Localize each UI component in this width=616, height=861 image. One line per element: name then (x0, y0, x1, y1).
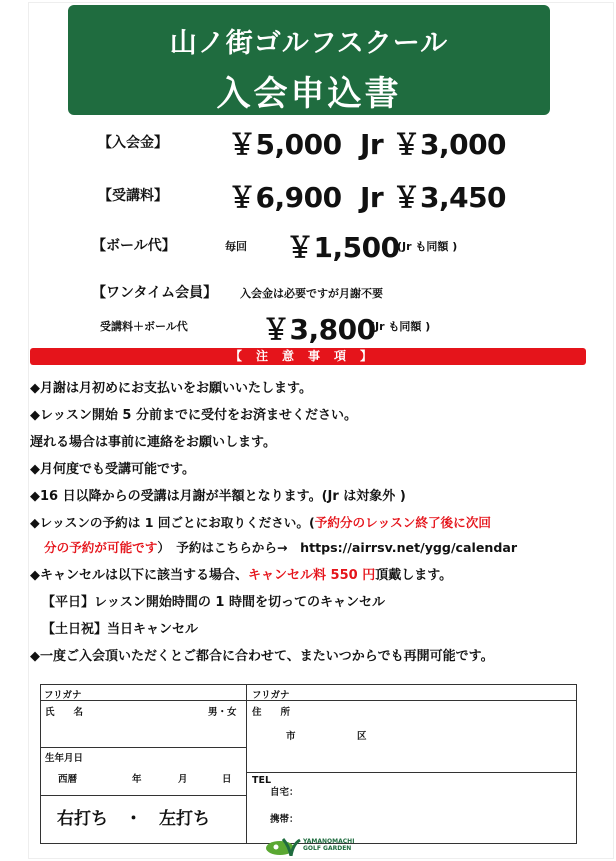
notice-reservation (30, 512, 491, 531)
era-label: 西暦 (58, 774, 78, 785)
tuition-price: ￥6,900 (228, 181, 342, 214)
logo-text (303, 838, 354, 852)
furigana-label: フリガナ (44, 690, 82, 701)
school-name: 山ノ街ゴルフスクール (169, 28, 449, 59)
mobile-phone-label: 携帯： (270, 814, 299, 825)
reservation-link[interactable]: ） 予約はこちらから→ https://airrsv.net/ygg/calendar (157, 540, 518, 555)
furigana-address-field[interactable] (246, 684, 577, 701)
notice-line: ◆月謝は月初めにお支払いをお願いいたします。 (30, 381, 312, 396)
notice-cancel (30, 564, 452, 583)
logo-line1: YAMANOMACHI (303, 838, 355, 845)
month-label: 月 (178, 774, 188, 785)
ball-fee-note: (Jr も同額 ) (397, 240, 458, 253)
notice-line: ◆レッスン開始 5 分前までに受付をお済ませください。 (30, 408, 357, 423)
notice-weekend: 【土日祝】当日キャンセル (42, 622, 199, 637)
ball-fee-label: 【ボール代】 (92, 238, 176, 254)
tuition-jr: Jr ￥3,450 (360, 181, 507, 214)
ball-fee-price: ￥1,500 (286, 231, 400, 264)
onetime-desc: 入会金は必要ですが月謝不要 (240, 287, 383, 300)
title-banner (68, 5, 550, 115)
cancel-fee: キャンセル料 550 円 (248, 568, 376, 583)
cancel-text-end: 頂戴します。 (375, 568, 453, 583)
entry-fee-price: ￥5,000 (228, 128, 342, 161)
notice-reservation-cont (44, 537, 517, 556)
onetime-note: (Jr も同額 ) (370, 320, 431, 333)
handedness-options[interactable]: 右打ち ・ 左打ち (57, 809, 210, 829)
city-label: 市 (286, 731, 296, 742)
onetime-sub: 受講料＋ボール代 (100, 320, 188, 333)
gender-label: 男・女 (208, 707, 237, 718)
tel-label: TEL (252, 775, 272, 786)
form-title: 入会申込書 (216, 74, 402, 114)
notice-line: ◆一度ご入会頂いただくとご都合に合わせて、またいつからでも再開可能です。 (30, 649, 494, 664)
onetime-label: 【ワンタイム会員】 (92, 285, 218, 301)
notice-line: 遅れる場合は事前に連絡をお願いします。 (30, 435, 276, 450)
notice-line: ◆16 日以降からの受講は月謝が半額となります。(Jr は対象外 ) (30, 489, 406, 504)
address-label: 住 所 (252, 707, 291, 718)
name-label: 氏 名 (45, 707, 84, 718)
onetime-price: ￥3,800 (262, 313, 376, 346)
ward-label: 区 (357, 731, 367, 742)
year-label: 年 (132, 774, 142, 785)
logo-line2: GOLF GARDEN (303, 845, 352, 852)
ball-fee-prefix: 毎回 (225, 240, 247, 253)
day-label: 日 (222, 774, 232, 785)
tel-field[interactable] (246, 772, 577, 844)
tuition-label: 【受講料】 (98, 188, 168, 204)
logo (265, 836, 355, 860)
notice-weekday: 【平日】レッスン開始時間の 1 時間を切ってのキャンセル (42, 595, 385, 610)
cancel-text: ◆キャンセルは以下に該当する場合、 (30, 568, 248, 583)
reservation-text: ◆レッスンの予約は 1 回ごとにお取りください。( (30, 515, 315, 530)
reservation-warning: 予約分のレッスン終了後に次回 (314, 515, 491, 530)
notice-line: ◆月何度でも受講可能です。 (30, 462, 195, 477)
notice-banner: 【注意事項】 (30, 348, 586, 365)
birthdate-label: 生年月日 (45, 753, 84, 764)
home-phone-label: 自宅： (270, 787, 299, 798)
entry-fee-label: 【入会金】 (98, 135, 168, 151)
golf-logo-icon (265, 836, 301, 856)
entry-fee-jr: Jr ￥3,000 (360, 128, 507, 161)
furigana-label-2: フリガナ (252, 690, 290, 701)
reservation-warning-cont: 分の予約が可能です (44, 540, 158, 555)
